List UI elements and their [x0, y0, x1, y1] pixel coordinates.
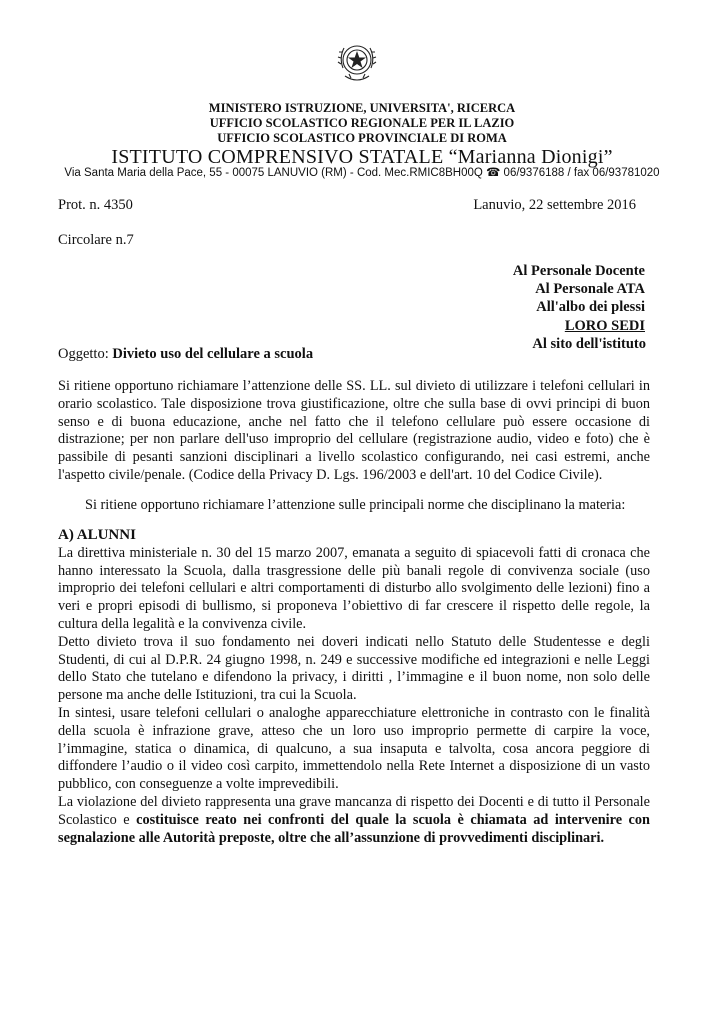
school-name: ISTITUTO COMPRENSIVO STATALE “Marianna Dionigi”	[111, 146, 613, 168]
subject-label: Oggetto:	[58, 346, 113, 362]
intro-paragraph	[58, 378, 650, 485]
recipient-albo: All'albo dei plessi	[536, 299, 645, 316]
place-date: Lanuvio, 22 settembre 2016	[473, 197, 636, 213]
recipient-teachers: Al Personale Docente	[512, 263, 645, 279]
intro-text: Si ritiene opportuno richiamare l’attenzione delle SS. LL. sul divieto di utilizzare i telefoni cellulari in orario scolastico. Tale disposizione trova giustificazione, oltre che sulla base di ovvi principi di buon senso e di buona educazione, anche nel fatto che il telefono cellulare può essere occasione di distrazione; per non parlare dell'uso improprio del cellulare (registrazione audio, video e foto) che è passibile di pesanti sanzioni disciplinari a livello scolastico configurando, nei casi estremi, anche l'aspetto civile/penale. (Codice della Privacy D. Lgs. 196/2003 e dell'art. 10 del Codice Civile).	[58, 378, 650, 483]
recipient-website: Al sito dell'istituto	[532, 335, 646, 352]
intro-text-2: Si ritiene opportuno richiamare l’attenzione sulle principali norme che disciplinano la materia:	[85, 497, 626, 513]
protocol-number: Prot. n. 4350	[58, 197, 133, 213]
recipient-loro-sedi: LORO SEDI	[564, 317, 645, 334]
subject-line	[58, 346, 313, 363]
regional-office: UFFICIO SCOLASTICO REGIONALE PER IL LAZIO	[209, 116, 515, 130]
section-title: A) ALUNNI	[58, 527, 136, 543]
intro-paragraph-2	[58, 497, 650, 515]
italian-republic-emblem-icon	[335, 38, 379, 86]
section-alunni	[58, 527, 650, 847]
final-bold-text: costituisce reato nei confronti del quale la scuola è chiamata ad intervenire con segnalazione alle Autorità preposte, oltre che all’assunzione di provvedimenti disciplinari.	[58, 811, 650, 846]
ministry-name: MINISTERO ISTRUZIONE, UNIVERSITA', RICERCA	[208, 101, 516, 115]
school-address: Via Santa Maria della Pace, 55 - 00075 LANUVIO (RM) - Cod. Mec.RMIC8BH00Q ☎ 06/9376188 / fax 06/93781020	[64, 167, 660, 179]
final-plain-text: La violazione del divieto rappresenta una grave mancanza di rispetto dei Docenti e di tutto il Personale Scolastico e	[58, 793, 650, 828]
section-paragraph: La direttiva ministeriale n. 30 del 15 marzo 2007, emanata a seguito di spiacevoli fatti di cronaca che hanno interessato la Scuola, dalla trasgressione delle più banali regole di convivenza sociale (uso improprio dei telefoni cellulari e altri comportamenti di disturbo allo svolgimento delle lezioni) fino a veri e propri episodi di bullismo, si proponeva l’obiettivo di far crescere il rispetto delle regole, la cultura della legalità e la convivenza civile.	[58, 544, 650, 632]
section-paragraph: Detto divieto trova il suo fondamento nei doveri indicati nello Statuto delle Studentesse e degli Studenti, di cui al D.P.R. 24 giugno 1998, n. 249 e successive modifiche ed integrazioni e nelle Leggi dello Stato che tutelano e difendono la privacy, i diritti , l’immagine e il buon nome, non solo delle persone ma anche delle Istituzioni, tra cui la Scuola.	[58, 633, 650, 704]
provincial-office: UFFICIO SCOLASTICO PROVINCIALE DI ROMA	[217, 131, 507, 145]
subject-text: Divieto uso del cellulare a scuola	[112, 346, 314, 362]
circular-number: Circolare n.7	[58, 232, 134, 248]
section-paragraph: In sintesi, usare telefoni cellulari o analoghe apparecchiature elettroniche in contrasto con le finalità della scuola è infrazione grave, atteso che un loro uso improprio permette di carpire la voce, l’immagine, statica o dinamica, di qualcuno, a sua insaputa e talvolta, cosa ancora peggiore di diffondere l’audio o il video così carpito, immettendolo nella Rete Internet a disposizione di un vasto pubblico, con conseguenze a volte imprevedibili.	[58, 704, 650, 793]
recipients-block	[513, 262, 645, 353]
section-paragraph-final	[58, 794, 650, 847]
recipient-ata: Al Personale ATA	[535, 281, 645, 298]
